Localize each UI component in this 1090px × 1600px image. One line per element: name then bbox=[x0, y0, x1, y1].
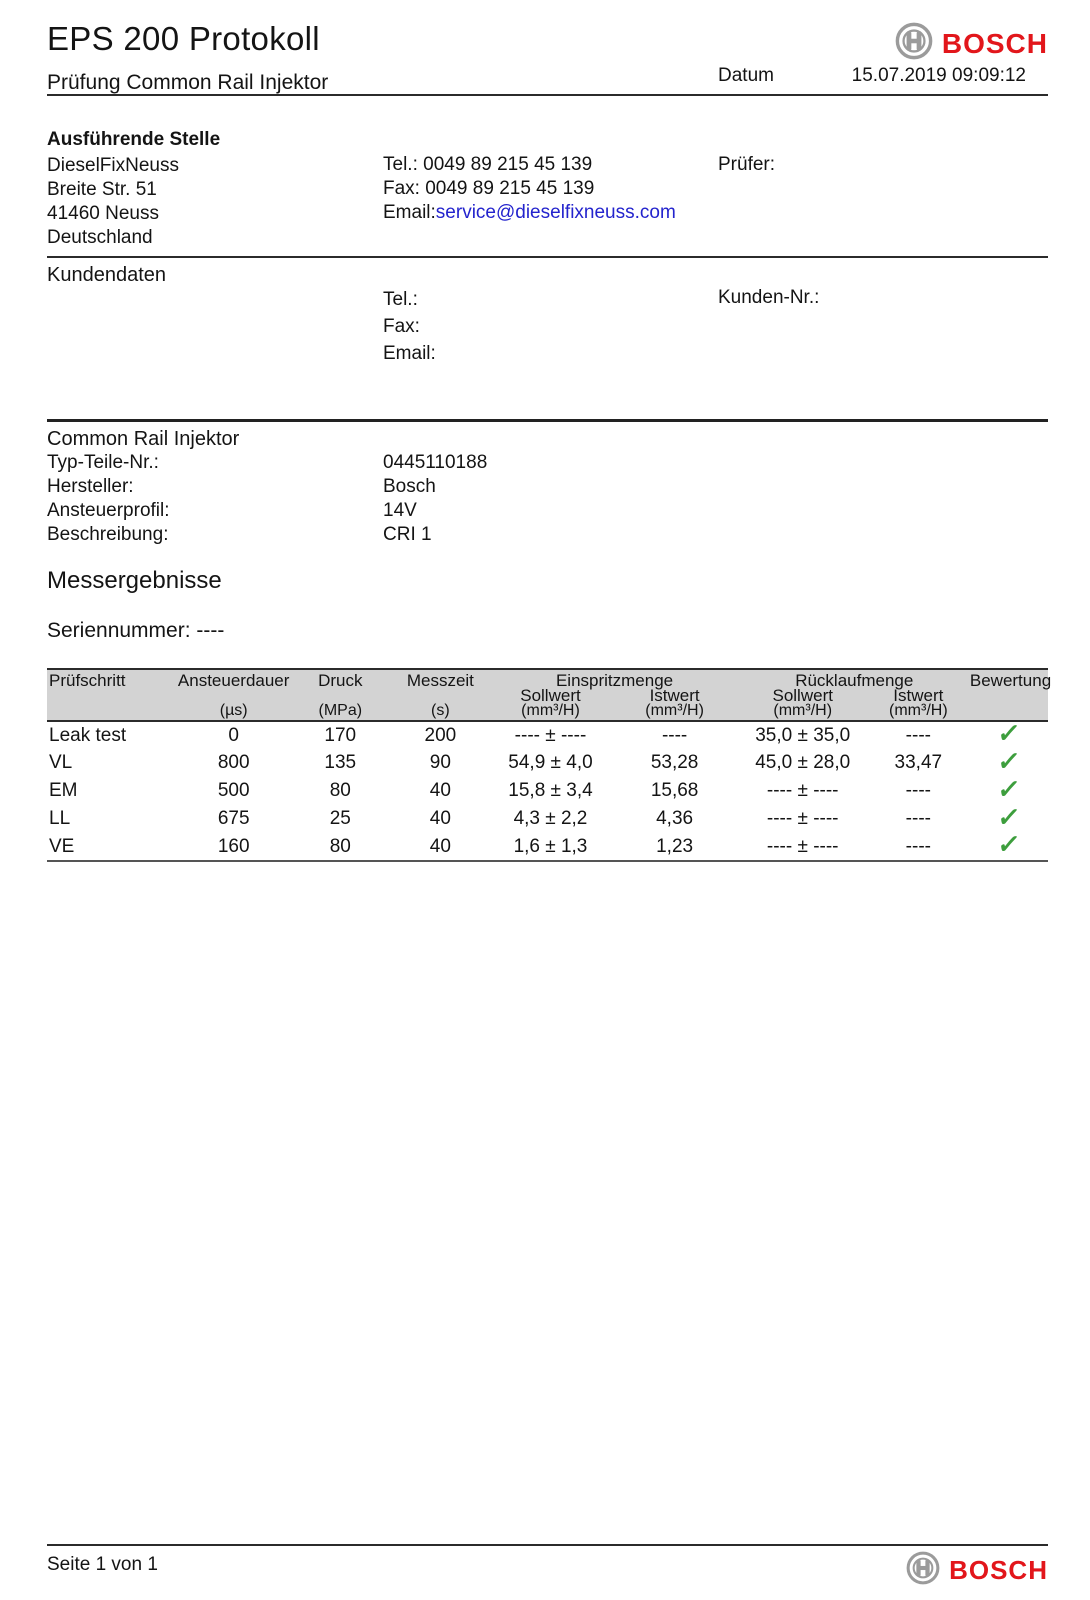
col-bewertung: Bewertung bbox=[969, 671, 1052, 690]
cell-ret-soll: ---- ± ---- bbox=[766, 780, 839, 801]
col-messzeit: Messzeit bbox=[390, 669, 490, 688]
col-einspritzmenge: Einspritzmenge bbox=[490, 669, 738, 688]
cell-time: 40 bbox=[429, 808, 451, 829]
office-name: DieselFixNeuss bbox=[47, 155, 179, 176]
col-ruecklauf-sollwert: Sollwert bbox=[772, 686, 833, 705]
bosch-logo bbox=[895, 22, 1048, 65]
cell-step: Leak test bbox=[49, 724, 127, 746]
cell-inj-soll: 54,9 ± 4,0 bbox=[508, 752, 593, 773]
office-email bbox=[383, 201, 676, 225]
examiner-label: Prüfer: bbox=[718, 154, 776, 175]
customer-tel-label: Tel.: bbox=[383, 289, 418, 310]
customer-heading: Kundendaten bbox=[47, 264, 167, 286]
unit-mm3h: (mm³/H) bbox=[867, 703, 970, 721]
office-tel bbox=[383, 153, 676, 177]
cell-result bbox=[970, 829, 1048, 861]
bosch-wordmark: BOSCH bbox=[941, 27, 1048, 59]
col-ruecklauf-istwert: Istwert bbox=[893, 686, 944, 705]
bosch-logo-footer bbox=[906, 1551, 1048, 1590]
col-einspritz-istwert: Istwert bbox=[649, 686, 700, 705]
injector-row bbox=[47, 475, 1048, 499]
bosch-armature-icon bbox=[906, 1551, 940, 1590]
cell-duration: 675 bbox=[217, 808, 250, 829]
cell-inj-ist: ---- bbox=[661, 724, 688, 746]
date-row bbox=[718, 65, 1026, 87]
date-label: Datum bbox=[718, 65, 774, 86]
cell-result bbox=[970, 718, 1048, 749]
col-druck: Druck bbox=[290, 669, 390, 688]
unit-us: (µs) bbox=[177, 703, 290, 721]
page-title: EPS 200 Protokoll bbox=[47, 20, 320, 57]
cell-ret-ist: 33,47 bbox=[894, 752, 943, 773]
table-row bbox=[47, 833, 1048, 861]
cell-ret-soll: 45,0 ± 28,0 bbox=[755, 752, 851, 773]
cell-pressure: 25 bbox=[329, 808, 351, 829]
cell-step: VE bbox=[47, 833, 177, 861]
col-ruecklaufmenge: Rücklaufmenge bbox=[739, 669, 970, 688]
section-customer-data bbox=[47, 258, 1048, 422]
email-link[interactable]: service@dieselfixneuss.com bbox=[435, 202, 676, 223]
table-row bbox=[47, 777, 1048, 805]
customer-contact bbox=[383, 286, 436, 367]
cell-inj-soll: 1,6 ± 1,3 bbox=[490, 833, 610, 861]
injector-value: CRI 1 bbox=[383, 524, 432, 545]
cell-time: 40 bbox=[429, 780, 451, 801]
fax-label: Fax: bbox=[383, 178, 420, 199]
injector-value: Bosch bbox=[383, 476, 436, 497]
cell-step: LL bbox=[49, 808, 71, 829]
cell-inj-soll: 15,8 ± 3,4 bbox=[508, 780, 593, 801]
page-subtitle: Prüfung Common Rail Injektor bbox=[47, 71, 329, 94]
table-row bbox=[47, 805, 1048, 833]
cell-ret-ist: ---- bbox=[905, 724, 931, 746]
cell-ret-ist: ---- bbox=[905, 780, 931, 801]
cell-ret-soll: 35,0 ± 35,0 bbox=[755, 724, 851, 746]
col-einspritz-sollwert: Sollwert bbox=[520, 686, 581, 705]
cell-inj-ist: 53,28 bbox=[650, 752, 699, 773]
cell-inj-soll: 4,3 ± 2,2 bbox=[513, 808, 588, 829]
tel-label: Tel.: bbox=[383, 154, 418, 175]
bosch-armature-icon bbox=[895, 22, 933, 65]
table-row bbox=[47, 721, 1048, 749]
date-value: 15.07.2019 09:09:12 bbox=[851, 65, 1026, 86]
injector-row bbox=[47, 523, 1048, 547]
injector-label: Typ-Teile-Nr.: bbox=[47, 452, 159, 473]
unit-mm3h: (mm³/H) bbox=[611, 703, 739, 721]
cell-step: EM bbox=[49, 780, 78, 801]
check-icon: ✓ bbox=[995, 801, 1022, 832]
email-label: Email: bbox=[383, 202, 436, 223]
section-executing-office bbox=[47, 96, 1048, 258]
cell-pressure: 170 bbox=[324, 724, 357, 746]
table-row bbox=[47, 749, 1048, 777]
cell-duration: 500 bbox=[217, 780, 250, 801]
measurement-table bbox=[47, 668, 1052, 862]
cell-inj-ist: 1,23 bbox=[611, 833, 739, 861]
cell-result bbox=[970, 773, 1048, 805]
check-icon: ✓ bbox=[995, 718, 1022, 748]
cell-duration: 800 bbox=[217, 752, 250, 773]
check-icon: ✓ bbox=[995, 745, 1022, 776]
injector-row bbox=[47, 499, 1048, 523]
injector-label: Ansteuerprofil: bbox=[47, 500, 170, 521]
customer-no-label: Kunden-Nr.: bbox=[718, 287, 820, 308]
unit-s: (s) bbox=[390, 703, 490, 721]
injector-label: Beschreibung: bbox=[47, 524, 169, 545]
cell-pressure: 135 bbox=[324, 752, 357, 773]
injector-value: 14V bbox=[383, 500, 417, 521]
unit-mm3h: (mm³/H) bbox=[490, 703, 610, 721]
office-contact bbox=[383, 153, 676, 225]
check-icon: ✓ bbox=[995, 773, 1022, 804]
unit-mm3h: (mm³/H) bbox=[739, 703, 867, 721]
table-header bbox=[47, 669, 1052, 721]
office-city: 41460 Neuss bbox=[47, 203, 159, 224]
cell-time: 200 bbox=[424, 724, 457, 746]
injector-heading: Common Rail Injektor bbox=[47, 428, 240, 450]
injector-row bbox=[47, 451, 1048, 475]
cell-ret-ist: ---- bbox=[867, 833, 970, 861]
executing-office-heading: Ausführende Stelle bbox=[47, 129, 221, 150]
cell-ret-ist: ---- bbox=[905, 808, 931, 829]
customer-fax-label: Fax: bbox=[383, 316, 420, 337]
cell-time: 40 bbox=[390, 833, 490, 861]
cell-duration: 0 bbox=[228, 724, 239, 746]
page-footer bbox=[47, 1544, 1048, 1590]
cell-time: 90 bbox=[429, 752, 451, 773]
page-header bbox=[47, 20, 1048, 96]
results-heading: Messergebnisse bbox=[47, 567, 222, 594]
check-icon: ✓ bbox=[995, 829, 1022, 859]
page-number: Seite 1 von 1 bbox=[47, 1554, 158, 1575]
cell-inj-ist: 15,68 bbox=[650, 780, 699, 801]
fax-value: 0049 89 215 45 139 bbox=[425, 178, 595, 199]
unit-mpa: (MPa) bbox=[290, 703, 390, 721]
customer-email-label: Email: bbox=[383, 343, 436, 364]
section-injector bbox=[47, 422, 1048, 547]
injector-label: Hersteller: bbox=[47, 476, 134, 497]
tel-value: 0049 89 215 45 139 bbox=[423, 154, 593, 175]
col-ansteuerdauer: Ansteuerdauer bbox=[177, 671, 290, 690]
cell-result bbox=[970, 745, 1048, 777]
cell-inj-soll: ---- ± ---- bbox=[514, 724, 587, 746]
cell-pressure: 80 bbox=[329, 780, 351, 801]
col-pruefschritt: Prüfschritt bbox=[47, 669, 177, 688]
office-country: Deutschland bbox=[47, 227, 153, 248]
cell-inj-ist: 4,36 bbox=[656, 808, 694, 829]
serial-number-line: Seriennummer: ---- bbox=[47, 619, 225, 642]
cell-ret-soll: ---- ± ---- bbox=[766, 808, 839, 829]
cell-pressure: 80 bbox=[290, 833, 390, 861]
office-street: Breite Str. 51 bbox=[47, 179, 157, 200]
bosch-wordmark: BOSCH bbox=[949, 1555, 1048, 1585]
cell-step: VL bbox=[49, 752, 73, 773]
injector-value: 0445110188 bbox=[383, 452, 488, 473]
cell-ret-soll: ---- ± ---- bbox=[739, 833, 867, 861]
cell-duration: 160 bbox=[177, 833, 290, 861]
office-fax bbox=[383, 177, 676, 201]
